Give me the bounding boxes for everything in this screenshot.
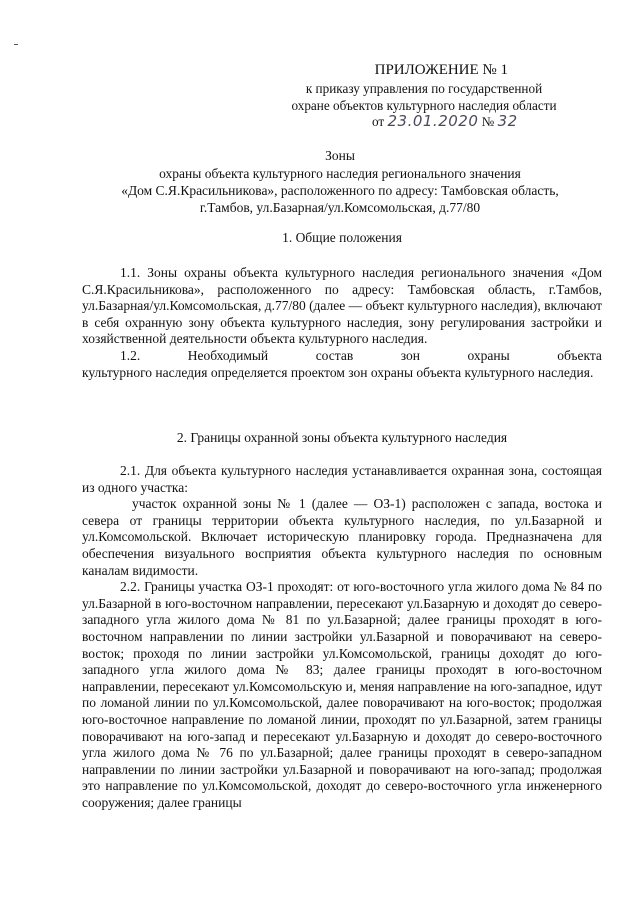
paragraph-2-1: 2.1. Для объекта культурного наследия устанавливается охранная зона, состоящая из одного участка: bbox=[82, 463, 602, 495]
heading-line-2: охраны объекта культурного наследия регионального значения bbox=[159, 166, 521, 181]
appendix-line-2: охране объектов культурного наследия области bbox=[291, 98, 557, 113]
paragraph-1-2-rest: культурного наследия определяется проектом зон охраны объекта культурного наследия. bbox=[82, 364, 594, 380]
handwritten-date: 23.01.2020 bbox=[387, 112, 479, 130]
number-sign: № bbox=[481, 114, 495, 129]
paragraph-2-2: 2.2. Границы участка ОЗ-1 проходят: от юго-восточного угла жилого дома № 84 по ул.Базарной в юго-восточном направлении, пересекают ул.Базарную и доходят до северо-западного угла жилого дома № 81 по ул.Базарной; далее границы проходят в юго-восточном направлении по линии застройки ул.Базарной и поворачивают на северо-восток; проходя по линии застройки ул.Комсомольской, границы доходят до юго-западного угла жилого дома № 83; далее границы проходят в юго-восточном направлении, пересекают ул.Комсомольскую и, меняя направление на юго-западное, идут по ломаной линии по ул.Комсомольской, далее поворачивают на юго-восток; продолжая юго-восточное направление по ломаной линии, проходят по ул.Базарной, затем границы поворачивают на юго-запад и пересекают ул.Базарную и доходят до северо-восточного угла жилого дома № 76 по ул.Базарной; далее границы проходят в северо-западном направлении по линии застройки ул.Базарной и поворачивают на юго-запад; продолжая это направление по ул.Комсомольской, доходят до северо-восточного угла инженерного сооружения; далее границы bbox=[82, 579, 602, 810]
scan-mark bbox=[14, 44, 18, 45]
paragraph-1-1: 1.1. Зоны охраны объекта культурного наследия регионального значения «Дом С.Я.Красильникова», расположенного по адресу: Тамбовская область, г.Тамбов, ул.Базарная/ул.Комсомольская, д.77/80 (далее — объект культурного наследия), включают в себя охранную зону объекта культурного наследия, зону регулирования застройки и хозяйственной деятельности объекта культурного наследия. bbox=[82, 265, 602, 347]
heading-line-3: «Дом С.Я.Красильникова», расположенного по адресу: Тамбовская область, bbox=[121, 183, 559, 198]
appendix-date-line bbox=[372, 112, 518, 130]
section-2-body bbox=[82, 463, 602, 811]
p12-word: 1.2. bbox=[120, 347, 141, 363]
heading-line-1: Зоны bbox=[325, 148, 355, 163]
date-prefix: от bbox=[372, 114, 385, 129]
section-1-body bbox=[82, 265, 602, 381]
heading-line-4: г.Тамбов, ул.Базарная/ул.Комсомольская, д.77/80 bbox=[199, 200, 481, 215]
p12-word: Необходимый bbox=[187, 347, 269, 363]
paragraph-1-2-first-line bbox=[82, 348, 602, 365]
p12-word: объекта bbox=[557, 347, 602, 363]
section-2-title: 2. Границы охранной зоны объекта культурного наследия bbox=[176, 430, 508, 445]
paragraph-2-1-area: участок охранной зоны № 1 (далее — ОЗ-1) расположен с запада, востока и севера от границы территории объекта культурного наследия, по ул.Базарной и ул.Комсомольской. Включает историческую планировку города. Предназначена для обеспечения визуального восприятия объекта культурного наследия по основным каналам видимости. bbox=[82, 496, 602, 578]
p12-word: охраны bbox=[467, 347, 510, 363]
p12-word: состав bbox=[315, 347, 354, 363]
section-1-title: 1. Общие положения bbox=[282, 230, 402, 245]
handwritten-number: 32 bbox=[497, 112, 518, 130]
appendix-title: ПРИЛОЖЕНИЕ № 1 bbox=[374, 62, 508, 78]
appendix-line-1: к приказу управления по государственной bbox=[305, 81, 543, 96]
p12-word: зон bbox=[400, 347, 420, 363]
